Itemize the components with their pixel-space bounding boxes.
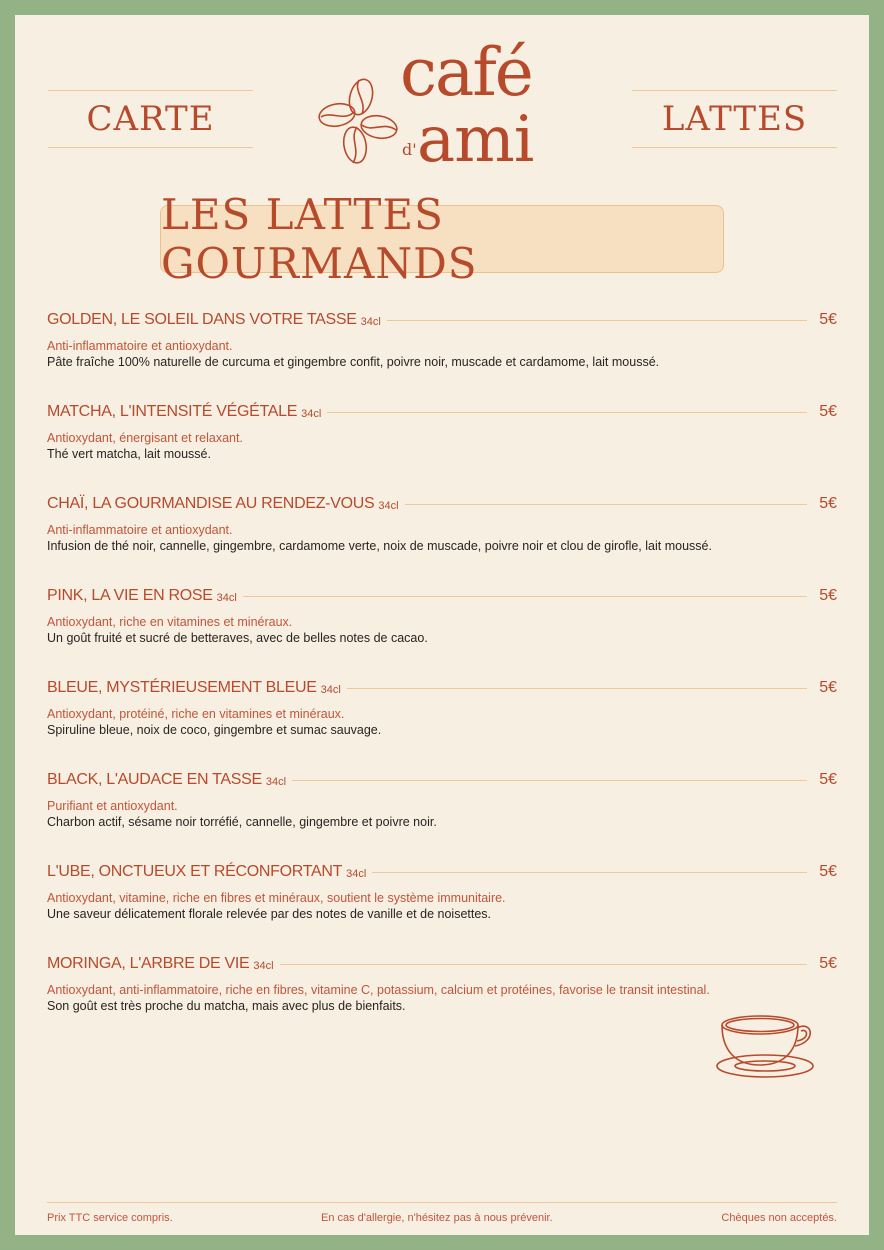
menu-item-benefit: Anti-inflammatoire et antioxydant.	[47, 339, 233, 353]
menu-item-size: 34cl	[378, 500, 399, 512]
header-left-label: CARTE	[48, 90, 253, 148]
menu-item-benefit: Antioxydant, vitamine, riche en fibres et minéraux, soutient le système immunitaire.	[47, 891, 506, 905]
menu-item	[47, 400, 837, 462]
menu-item-header	[47, 584, 837, 608]
menu-item-size: 34cl	[216, 592, 237, 604]
menu-item-price: 5€	[819, 771, 837, 788]
menu-item-header	[47, 400, 837, 424]
menu-item-description: Charbon actif, sésame noir torréfié, cannelle, gingembre et poivre noir.	[47, 815, 437, 829]
logo-word-cafe: café	[400, 34, 532, 111]
footer-right: Chèques non acceptés.	[721, 1212, 837, 1224]
menu-item-price: 5€	[819, 679, 837, 696]
menu-item-description: Une saveur délicatement florale relevée par des notes de vanille et de noisettes.	[47, 907, 492, 921]
menu-item-benefit: Purifiant et antioxydant.	[47, 799, 178, 813]
menu-item-header	[47, 952, 837, 976]
menu-item-size: 34cl	[265, 776, 287, 788]
footer-divider	[47, 1202, 837, 1203]
menu-item-name: PINK, LA VIE EN ROSE	[47, 587, 213, 604]
menu-item-price: 5€	[819, 863, 837, 880]
menu-item	[47, 308, 837, 370]
menu-item-price: 5€	[819, 403, 837, 420]
menu-item-name: GOLDEN, LE SOLEIL DANS VOTRE TASSE	[47, 311, 357, 328]
cafe-logo	[315, 30, 565, 190]
menu-item-leader-line	[292, 780, 807, 781]
menu-item-benefit: Anti-inflammatoire et antioxydant.	[47, 523, 233, 537]
menu-item-leader-line	[405, 504, 808, 505]
menu-item-size: 34cl	[301, 408, 322, 420]
menu-item-leader-line	[387, 320, 807, 321]
logo-word-ami: ami	[417, 103, 534, 177]
menu-item-size: 34cl	[346, 868, 367, 880]
menu-item-header	[47, 308, 837, 332]
menu-item-description: Son goût est très proche du matcha, mais avec plus de bienfaits.	[47, 999, 406, 1013]
menu-item-header	[47, 860, 837, 884]
menu-item-description: Infusion de thé noir, cannelle, gingembre, cardamome verte, noix de muscade, poivre noir et clou de girofle, lait moussé.	[47, 539, 712, 553]
menu-item-name: MATCHA, L'INTENSITÉ VÉGÉTALE	[47, 403, 298, 420]
menu-item-benefit: Antioxydant, anti-inflammatoire, riche en fibres, vitamine C, potassium, calcium et protéines, favorise le transit intestinal.	[47, 983, 710, 997]
menu-item-price: 5€	[819, 495, 837, 512]
menu-item-name: CHAÏ, LA GOURMANDISE AU RENDEZ-VOUS	[47, 495, 375, 512]
header-right-label: LATTES	[632, 90, 837, 148]
menu-item-name: MORINGA, L'ARBRE DE VIE	[47, 955, 250, 972]
menu-item-name: BLEUE, MYSTÉRIEUSEMENT BLEUE	[47, 679, 317, 696]
menu-item-header	[47, 676, 837, 700]
logo-prefix: d'	[402, 140, 417, 159]
menu-item-leader-line	[347, 688, 807, 689]
menu-item	[47, 676, 837, 738]
section-title-banner: LES LATTES GOURMANDS	[160, 205, 724, 273]
menu-page	[15, 15, 869, 1235]
menu-item-price: 5€	[819, 587, 837, 604]
menu-item-description: Un goût fruité et sucré de betteraves, avec de belles notes de cacao.	[47, 631, 428, 645]
menu-item-name: BLACK, L'AUDACE EN TASSE	[47, 771, 262, 788]
menu-item-price: 5€	[819, 311, 837, 328]
menu-item-description: Spiruline bleue, noix de coco, gingembre et sumac sauvage.	[47, 723, 382, 737]
menu-item-name: L'UBE, ONCTUEUX ET RÉCONFORTANT	[47, 863, 343, 880]
footer-left: Prix TTC service compris.	[47, 1212, 173, 1224]
menu-item-size: 34cl	[360, 316, 381, 328]
menu-item-description: Pâte fraîche 100% naturelle de curcuma et gingembre confit, poivre noir, muscade et cardamome, lait moussé.	[47, 355, 660, 369]
menu-item	[47, 492, 837, 554]
menu-item-benefit: Antioxydant, protéiné, riche en vitamines et minéraux.	[47, 707, 345, 721]
footer-center: En cas d'allergie, n'hésitez pas à nous prévenir.	[321, 1212, 553, 1224]
menu-item-size: 34cl	[253, 960, 274, 972]
menu-item-price: 5€	[819, 955, 837, 972]
menu-item-description: Thé vert matcha, lait moussé.	[47, 447, 211, 461]
coffee-cup-icon	[715, 1010, 825, 1085]
menu-item-header	[47, 492, 837, 516]
menu-item-benefit: Antioxydant, riche en vitamines et minéraux.	[47, 615, 293, 629]
menu-item	[47, 768, 837, 830]
menu-item-size: 34cl	[320, 684, 341, 696]
menu-item-leader-line	[327, 412, 807, 413]
menu-item-leader-line	[243, 596, 807, 597]
menu-item	[47, 952, 837, 1014]
menu-item-benefit: Antioxydant, énergisant et relaxant.	[47, 431, 243, 445]
menu-item-header	[47, 768, 837, 792]
menu-item-leader-line	[372, 872, 807, 873]
menu-item	[47, 860, 837, 922]
menu-item-leader-line	[280, 964, 808, 965]
coffee-beans-icon	[315, 75, 400, 175]
menu-item	[47, 584, 837, 646]
